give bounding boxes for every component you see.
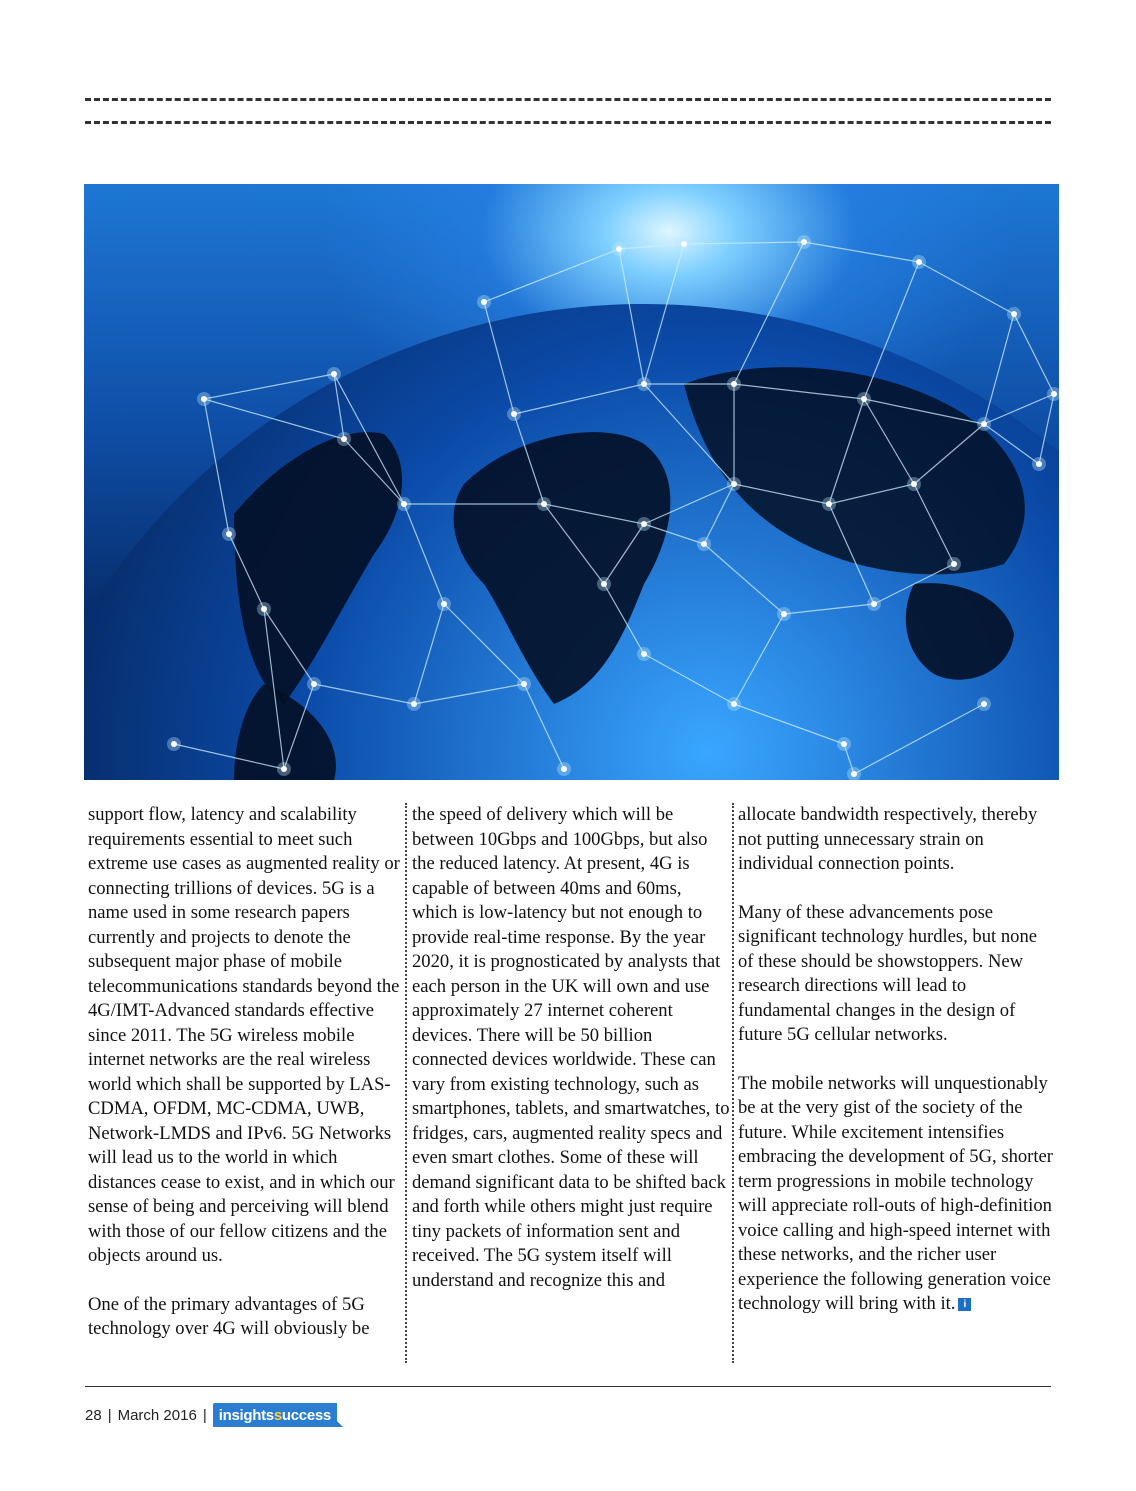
network-node	[851, 771, 857, 777]
network-node	[731, 381, 737, 387]
network-node	[401, 501, 407, 507]
page-number: 28	[85, 1406, 102, 1424]
network-node	[871, 601, 877, 607]
network-node	[641, 521, 647, 527]
network-node	[981, 701, 987, 707]
network-link	[984, 314, 1014, 424]
footer-rule	[85, 1386, 1051, 1387]
network-node	[916, 259, 922, 265]
network-node	[781, 611, 787, 617]
top-dashed-rule	[85, 121, 1051, 124]
text-column-1	[88, 803, 406, 1366]
network-node	[281, 766, 287, 772]
network-node	[641, 381, 647, 387]
network-node	[226, 531, 232, 537]
page-footer	[85, 1403, 337, 1427]
network-node	[801, 239, 807, 245]
network-node	[201, 396, 207, 402]
magazine-logo: insights s uccess	[213, 1403, 337, 1427]
network-link	[919, 262, 1014, 314]
network-node	[861, 396, 867, 402]
network-node	[481, 299, 487, 305]
network-node	[951, 561, 957, 567]
network-link	[619, 244, 684, 249]
network-link	[484, 249, 619, 302]
network-node	[731, 701, 737, 707]
issue-date: March 2016	[117, 1406, 197, 1424]
network-node	[1036, 461, 1042, 467]
network-link	[804, 242, 919, 262]
network-link	[684, 242, 804, 244]
network-node	[171, 741, 177, 747]
network-node	[911, 481, 917, 487]
network-node	[331, 371, 337, 377]
network-node	[541, 501, 547, 507]
network-node	[341, 436, 347, 442]
top-dashed-rule	[85, 98, 1051, 101]
column-divider	[405, 803, 407, 1363]
paragraph-text: The mobile networks will unquestionably be at the very gist of the society of the future. While excitement intensifies embracing the development of 5G, shorter term progressions in mobile technology will appreciate roll-outs of high-definition voice calling and high-speed internet with these networks, and the richer user experience the following generation voice technology will bring with it.	[738, 1072, 1053, 1314]
network-node	[441, 601, 447, 607]
network-node	[311, 681, 317, 687]
paragraph: One of the primary advantages of 5G technology over 4G will obviously be	[88, 1293, 370, 1339]
network-node	[601, 581, 607, 587]
network-node	[511, 411, 517, 417]
network-node	[841, 741, 847, 747]
network-node	[561, 766, 567, 772]
network-node	[681, 241, 687, 247]
text-column-3	[738, 803, 1056, 1341]
network-node	[701, 541, 707, 547]
paragraph: Many of these advancements pose significant technology hurdles, but none of these should be showstoppers. New research directions will lead to fundamental changes in the design of future 5G cellular networks.	[738, 901, 1037, 1045]
logo-text: uccess	[281, 1406, 331, 1424]
footer-separator: |	[202, 1406, 207, 1424]
network-node	[616, 246, 622, 252]
column-divider	[732, 803, 734, 1363]
network-node	[641, 651, 647, 657]
end-of-article-icon: i	[958, 1298, 971, 1311]
globe-network-image	[84, 184, 1059, 780]
paragraph: support flow, latency and scalability requirements essential to meet such extreme use cases as augmented reality or connecting trillions of devices. 5G is a name used in some research papers currently and projects to denote the subsequent major phase of mobile telecommunications standards beyond the 4G/IMT-Advanced standards effective since 2011. The 5G wireless mobile internet networks are the real wireless world which shall be supported by LAS-CDMA, OFDM, MC-CDMA, UWB, Network-LMDS and IPv6. 5G Networks will lead us to the world in which distances cease to exist, and in which our sense of being and perceiving will blend with those of our fellow citizens and the objects around us.	[88, 804, 400, 1266]
paragraph: allocate bandwidth respectively, thereby not putting unnecessary strain on individual connection points.	[738, 804, 1038, 874]
logo-text: insights	[218, 1406, 274, 1424]
network-node	[981, 421, 987, 427]
network-node	[1011, 311, 1017, 317]
network-link	[1014, 314, 1054, 394]
network-node	[826, 501, 832, 507]
paragraph: the speed of delivery which will be between 10Gbps and 100Gbps, but also the reduced latency. At present, 4G is capable of between 40ms and 60ms, which is low-latency but not enough to provide real-time response. By the year 2020, it is prognosticated by analysts that each person in the UK will own and use approximately 27 internet coherent devices. There will be 50 billion connected devices worldwide. These can vary from existing technology, such as smartphones, tablets, and smartwatches, to fridges, cars, augmented reality specs and even smart clothes. Some of these will demand significant data to be shifted back and forth while others might just require tiny packets of information sent and received. The 5G system itself will understand and recognize this and	[412, 804, 730, 1291]
text-column-2	[412, 803, 730, 1317]
network-node	[521, 681, 527, 687]
network-node	[261, 606, 267, 612]
network-node	[731, 481, 737, 487]
network-node	[1051, 391, 1057, 397]
network-node	[411, 701, 417, 707]
footer-separator: |	[107, 1406, 112, 1424]
paragraph	[738, 1072, 1056, 1317]
